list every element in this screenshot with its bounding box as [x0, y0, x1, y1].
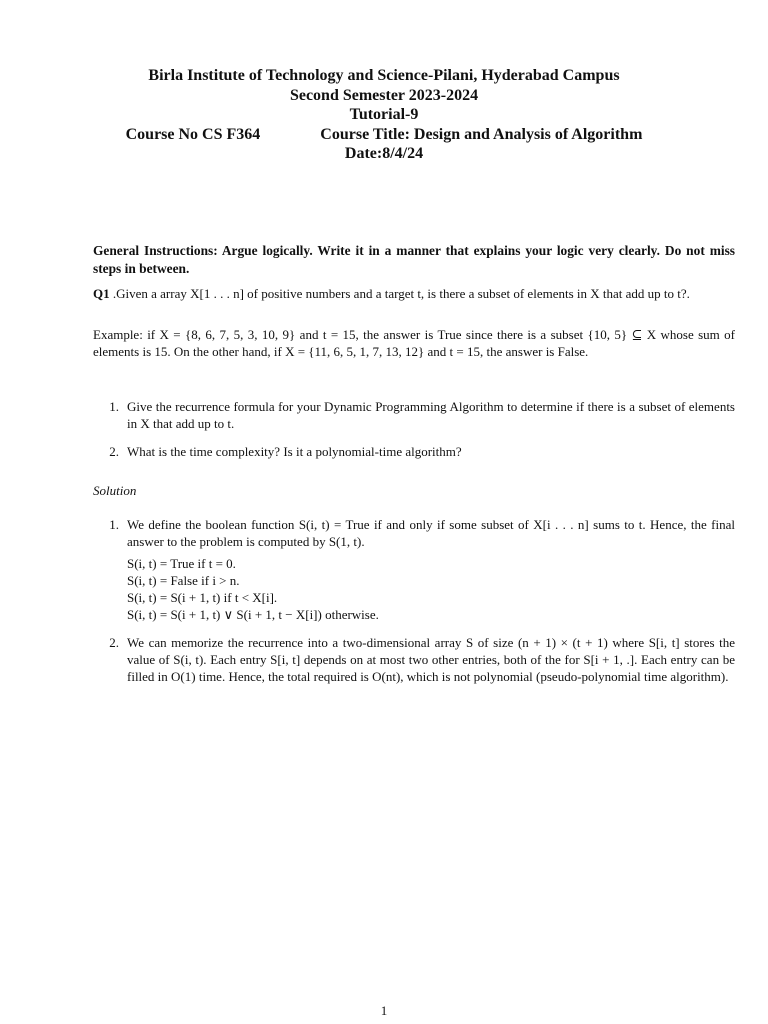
recurrence-equations: [127, 555, 735, 623]
question-1: [93, 285, 735, 302]
list-item: 2. What is the time complexity? Is it a polynomial-time algorithm?: [109, 444, 462, 459]
equation: S(i, t) = S(i + 1, t) if t < X[i].: [127, 590, 278, 605]
list-item: 1. Give the recurrence formula for your Dynamic Programming Algorithm to determine if there is a subset of elements in X that add up to t.: [109, 399, 735, 431]
solution-list: [93, 516, 735, 696]
general-instructions: General Instructions: Argue logically. Write it in a manner that explains your logic very clearly. Do not miss steps in between.: [93, 243, 735, 276]
list-item: 2. We can memorize the recurrence into a two-dimensional array S of size (n + 1) × (t + 1) where S[i, t] stores the value of S(i, t). Each entry S[i, t] depends on at most two other entries, both of the for S[i + 1, .]. Each entry can be filled in O(1) time. Hence, the total required is O(nt), which is not polynomial (pseudo-polynomial time algorithm).: [109, 635, 735, 684]
list-item: 1. We define the boolean function S(i, t) = True if and only if some subset of X[i . . . n] sums to t. Hence, the final answer to the problem is computed by S(1, t). S(i, t) = True if t = 0. S(i, t) = False if i > n. S(i, t) = S(i + 1, t) if t < X[i]. S(i, t) = S(i + 1, t) ∨ S(i + 1, t − X[i]) otherwise.: [109, 517, 735, 622]
tutorial-title: Tutorial-9: [349, 106, 419, 123]
date: Date:8/4/24: [344, 145, 424, 162]
equation: S(i, t) = S(i + 1, t) ∨ S(i + 1, t − X[i]) otherwise.: [127, 607, 379, 622]
institute-name: Birla Institute of Technology and Science-Pilani, Hyderabad Campus: [148, 67, 620, 84]
course-title: Course Title: Design and Analysis of Algorithm: [320, 125, 643, 143]
equation: S(i, t) = True if t = 0.: [127, 556, 236, 571]
course-number: Course No CS F364: [125, 125, 261, 143]
solution-label: Solution: [93, 483, 137, 498]
course-line: [0, 125, 768, 145]
question-label: Q1: [93, 286, 110, 301]
question-example: Example: if X = {8, 6, 7, 5, 3, 10, 9} and t = 15, the answer is True since there is a subset {10, 5} ⊆ X whose sum of elements is 15. On the other hand, if X = {11, 6, 5, 1, 7, 13, 12} and t = 15, the answer is False.: [93, 327, 735, 359]
semester: Second Semester 2023-2024: [289, 86, 479, 104]
question-text: .Given a array X[1 . . . n] of positive numbers and a target t, is there a subset of elements in X that add up to t?.: [109, 286, 690, 301]
question-list: [93, 398, 735, 471]
document-header: [0, 66, 768, 164]
equation: S(i, t) = False if i > n.: [127, 573, 240, 588]
page-number: 1: [380, 1003, 388, 1018]
